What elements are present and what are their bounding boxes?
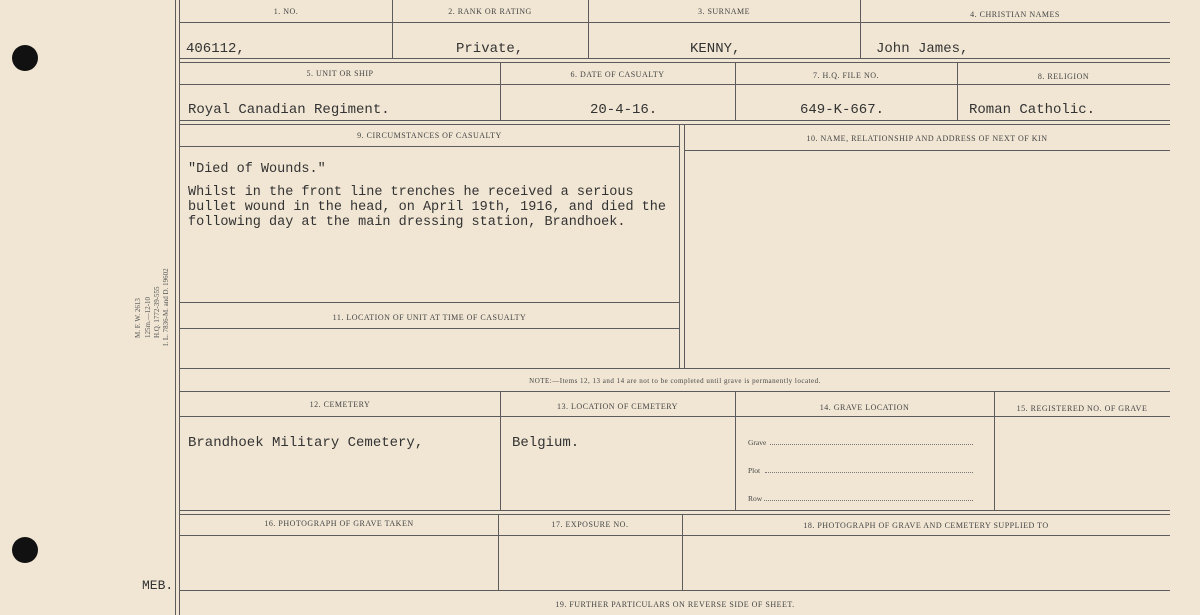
value-unit: Royal Canadian Regiment. (188, 102, 390, 118)
note-text: NOTE:—Items 12, 13 and 14 are not to be completed until grave is permanently located. (529, 377, 821, 385)
label-location-cemetery: 13. LOCATION OF CEMETERY (557, 402, 678, 411)
circumstance-summary: "Died of Wounds." (188, 162, 326, 177)
label-cemetery: 12. CEMETERY (309, 400, 371, 409)
label-kin: 10. NAME, RELATIONSHIP AND ADDRESS OF NEXT OF KIN (806, 134, 1048, 143)
circumstance-details: Whilst in the front line trenches he received a serious bullet wound in the head, on April 19th, 1916, and died the following day at the main dressing station, Brandhoek. (188, 185, 666, 230)
label-circumstances: 9. CIRCUMSTANCES OF CASUALTY (357, 131, 502, 140)
value-hq: 649-K-667. (800, 102, 885, 118)
value-cemetery: Brandhoek Military Cemetery, (188, 435, 424, 451)
value-location-cemetery: Belgium. (512, 435, 580, 451)
label-date: 6. DATE OF CASUALTY (570, 70, 665, 79)
label-grave-location: 14. GRAVE LOCATION (819, 403, 910, 412)
label-christian: 4. CHRISTIAN NAMES (970, 10, 1060, 19)
label-hq: 7. H.Q. FILE NO. (813, 71, 879, 80)
clerk-initials: MEB. (142, 578, 174, 593)
label-photo-supplied: 18. PHOTOGRAPH OF GRAVE AND CEMETERY SUPPLIED TO (803, 521, 1049, 530)
plot-label: Plot (748, 466, 761, 475)
label-unit: 5. UNIT OR SHIP (306, 69, 374, 78)
punch-hole (12, 537, 38, 563)
label-location-unit: 11. LOCATION OF UNIT AT TIME OF CASUALTY (332, 313, 527, 322)
label-photo-taken: 16. PHOTOGRAPH OF GRAVE TAKEN (264, 519, 414, 528)
value-surname: KENNY, (690, 41, 741, 57)
value-rank: Private, (456, 41, 524, 57)
value-christian: John James, (876, 41, 969, 57)
value-religion: Roman Catholic. (969, 102, 1096, 118)
side-print-2: 125m.—12-10 (144, 296, 152, 338)
label-surname: 3. SURNAME (697, 7, 751, 16)
value-date: 20-4-16. (590, 102, 658, 118)
punch-hole (12, 45, 38, 71)
side-print-1: M. F. W. 2613 (134, 298, 142, 338)
row-label: Row (748, 494, 763, 503)
value-no: 406112, (186, 41, 245, 57)
side-print-4: I. L. 7836-M. and D. 19602 (162, 268, 170, 346)
label-religion: 8. RELIGION (1037, 72, 1090, 81)
label-further: 19. FURTHER PARTICULARS ON REVERSE SIDE OF SHEET. (555, 600, 795, 609)
label-exposure: 17. EXPOSURE NO. (551, 520, 629, 529)
grave-label: Grave (748, 438, 767, 447)
label-no: 1. NO. (273, 7, 299, 16)
side-print-3: H.Q. 1772-39-555 (153, 286, 161, 338)
label-registered: 15. REGISTERED NO. OF GRAVE (1016, 404, 1148, 413)
label-rank: 2. RANK OR RATING (448, 7, 532, 16)
